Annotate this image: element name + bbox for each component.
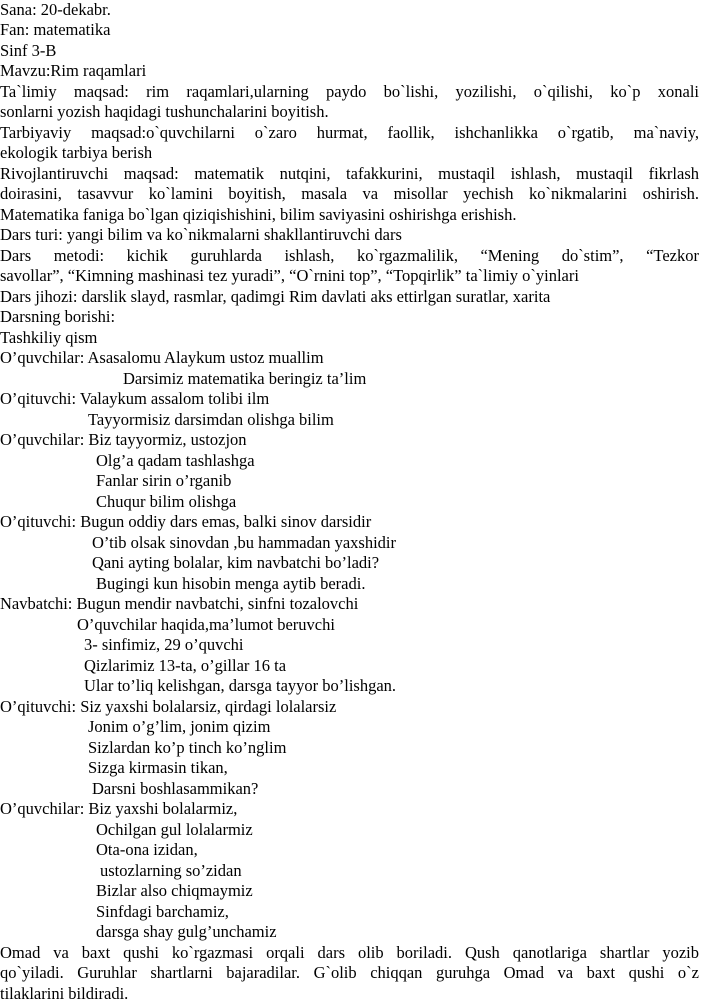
lesson-method-line-2: savollar”, “Kimning mashinasi tez yuradi”, “O`rnini top”, “Topqirlik” ta`limiy o`yinlari <box>0 266 579 285</box>
educational-goal-line-1: Ta`limiy maqsad: rim raqamlari,ularning paydo bo`lishi, yozilishi, o`qilishi, ko`p xonali <box>0 82 699 101</box>
dialogue-line: Qani ayting bolalar, kim navbatchi bo’ladi? <box>92 553 380 572</box>
dialogue-line: O’quvchilar: Biz yaxshi bolalarmiz, <box>0 799 238 818</box>
upbringing-goal-line-1: Tarbiyaviy maqsad:o`quvchilarni o`zaro hurmat, faollik, ishchanlikka o`rgatib, ma`naviy, <box>0 123 699 142</box>
dialogue-line: O’qituvchi: Valaykum assalom tolibi ilm <box>0 389 270 408</box>
dialogue-line: Ota-ona izidan, <box>96 840 198 859</box>
dialogue-line: 3- sinfimiz, 29 o’quvchi <box>84 635 244 654</box>
dialogue-line: Olg’a qadam tashlashga <box>96 451 255 470</box>
dialogue-line: Ular to’liq kelishgan, darsga tayyor bo’lishgan. <box>84 676 397 695</box>
closing-paragraph-line-2: qo`yiladi. Guruhlar shartlarni bajaradilar. G`olib chiqqan guruhga Omad va baxt qushi o`z <box>0 963 699 982</box>
closing-paragraph-line-3: tilaklarini bildiradi. <box>0 984 129 1003</box>
lesson-progress-heading: Darsning borishi: <box>0 307 116 326</box>
dialogue-line: Sizga kirmasin tikan, <box>88 758 228 777</box>
dialogue-line: Darsimiz matematika beringiz ta’lim <box>123 369 367 388</box>
dialogue-line: Navbatchi: Bugun mendir navbatchi, sinfni tozalovchi <box>0 594 359 613</box>
closing-paragraph-line-1: Omad va baxt qushi ko`rgazmasi orqali dars olib boriladi. Qush qanotlariga shartlar yozib <box>0 943 699 962</box>
dialogue-line: Sinfdagi barchamiz, <box>96 902 229 921</box>
dialogue-line: O’quvchilar: Biz tayyormiz, ustozjon <box>0 430 247 449</box>
dialogue-line: Bizlar also chiqmaymiz <box>96 881 253 900</box>
upbringing-goal-line-2: ekologik tarbiya berish <box>0 143 153 162</box>
dialogue-line: Ochilgan gul lolalarmiz <box>96 820 253 839</box>
dialogue-line: O’quvchilar: Asasalomu Alaykum ustoz muallim <box>0 348 324 367</box>
developmental-goal-line-1: Rivojlantiruvchi maqsad: matematik nutqini, tafakkurini, mustaqil ishlash, mustaqil fikrlash <box>0 164 699 183</box>
subject-line: Fan: matematika <box>0 20 111 39</box>
dialogue-line: Sizlardan ko’p tinch ko’nglim <box>88 738 287 757</box>
dialogue-line: darsga shay gulg’unchamiz <box>96 922 277 941</box>
dialogue-line: Chuqur bilim olishga <box>96 492 237 511</box>
developmental-goal-line-2: doirasini, tasavvur ko`lamini boyitish, masala va misollar yechish ko`nikmalarini oshirish. <box>0 184 699 203</box>
developmental-goal-line-3: Matematika faniga bo`lgan qiziqishishini, bilim saviyasini oshirishga erishish. <box>0 205 517 224</box>
dialogue-line: Jonim o’g’lim, jonim qizim <box>88 717 271 736</box>
dialogue-line: Darsni boshlasammikan? <box>92 779 259 798</box>
topic-line: Mavzu:Rim raqamlari <box>0 61 147 80</box>
organizational-part-heading: Tashkiliy qism <box>0 328 98 347</box>
dialogue-line: ustozlarning so’zidan <box>100 861 242 880</box>
dialogue-line: Fanlar sirin o’rganib <box>96 471 232 490</box>
lesson-type-line: Dars turi: yangi bilim va ko`nikmalarni shakllantiruvchi dars <box>0 225 402 244</box>
dialogue-line: O’quvchilar haqida,ma’lumot beruvchi <box>77 615 335 634</box>
dialogue-line: Tayyormisiz darsimdan olishga bilim <box>88 410 334 429</box>
dialogue-line: Qizlarimiz 13-ta, o’gillar 16 ta <box>84 656 287 675</box>
lesson-method-line-1: Dars metodi: kichik guruhlarda ishlash, ko`rgazmalilik, “Mening do`stim”, “Tezkor <box>0 246 699 265</box>
dialogue-line: O’qituvchi: Siz yaxshi bolalarsiz, qirdagi lolalarsiz <box>0 697 337 716</box>
date-line: Sana: 20-dekabr. <box>0 0 111 19</box>
lesson-equipment-line: Dars jihozi: darslik slayd, rasmlar, qadimgi Rim davlati aks ettirlgan suratlar, xarita <box>0 287 551 306</box>
class-line: Sinf 3-B <box>0 41 57 60</box>
dialogue-line: Bugingi kun hisobin menga aytib beradi. <box>96 574 366 593</box>
dialogue-line: O’tib olsak sinovdan ,bu hammadan yaxshidir <box>92 533 396 552</box>
educational-goal-line-2: sonlarni yozish haqidagi tushunchalarini boyitish. <box>0 102 329 121</box>
dialogue-line: O’qituvchi: Bugun oddiy dars emas, balki sinov darsidir <box>0 512 372 531</box>
